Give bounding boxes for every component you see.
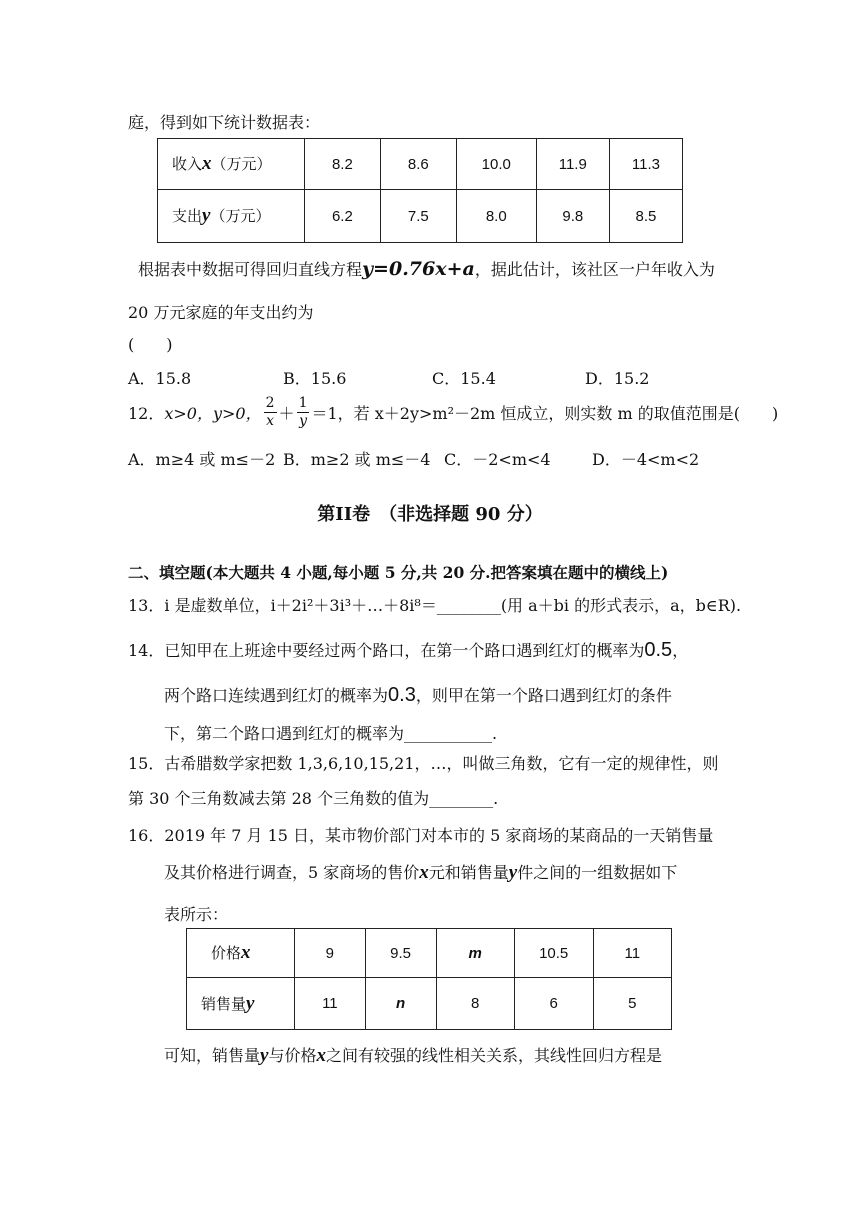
- table-cell: 10.5: [514, 929, 593, 978]
- table-cell: 9.8: [536, 190, 609, 243]
- var-y: y: [246, 992, 255, 1014]
- q16-line1: 16．2019 年 7 月 15 日，某市物价部门对本市的 5 家商场的某商品的一天销售量: [128, 826, 714, 845]
- q12-option-b: B．m≥2 或 m≤－4: [283, 450, 431, 469]
- table-cell: 8.5: [609, 190, 682, 243]
- section-title: 第II卷 （非选择题 90 分）: [317, 504, 543, 525]
- table-cell: m: [436, 929, 514, 978]
- table-cell: 11.3: [609, 139, 682, 190]
- q16-after-table: 可知，销售量y与价格x之间有较强的线性相关关系，其线性回归方程是: [164, 1045, 662, 1066]
- q11-option-d: D．15.2: [585, 369, 650, 388]
- income-row: [158, 139, 683, 190]
- income-label: 收入x（万元）: [158, 139, 305, 190]
- q12-option-c: C．－2<m<4: [444, 450, 551, 469]
- part2-title: 二、填空题(本大题共 4 小题,每小题 5 分,共 20 分.把答案填在题中的横线上): [128, 563, 669, 582]
- table-cell: 11: [593, 929, 671, 978]
- table-cell: 11: [295, 978, 366, 1030]
- var-y: y: [202, 205, 211, 226]
- table-cell: 10.0: [456, 139, 536, 190]
- q12-option-a: A．m≥4 或 m≤－2: [128, 450, 276, 469]
- fraction-2-over-x: $\frac{2}{x}$: [265, 394, 275, 429]
- price-row: [187, 929, 672, 978]
- var-x: x: [241, 942, 251, 963]
- var-x: x: [419, 862, 429, 883]
- table-cell: 8: [436, 978, 514, 1030]
- q14-line2: 两个路口连续遇到红灯的概率为0.3，则甲在第一个路口遇到红灯的条件: [164, 684, 672, 706]
- q11-option-c: C．15.4: [432, 369, 496, 388]
- q15-line2: 第 30 个三角数减去第 28 个三角数的值为________.: [128, 789, 499, 808]
- table-cell: 6.2: [304, 190, 380, 243]
- var-y: y: [508, 862, 518, 883]
- table-cell: 7.5: [380, 190, 456, 243]
- q13: 13．i 是虚数单位，i＋2i²＋3i³＋…＋8i⁸＝________(用 a＋bi 的形式表示，a，b∈R).: [128, 596, 742, 615]
- q16-line3: 表所示：: [164, 905, 229, 924]
- q11-line2: 20 万元家庭的年支出约为: [128, 303, 314, 322]
- q11-paren: ( ): [128, 335, 173, 354]
- sales-label: 销售量y: [187, 978, 295, 1030]
- q14-line3: 下，第二个路口遇到红灯的概率为___________.: [164, 724, 498, 743]
- q12-option-d: D．－4<m<2: [592, 450, 700, 469]
- price-sales-table: [186, 928, 672, 1030]
- q14-line1: 14．已知甲在上班途中要经过两个路口，在第一个路口遇到红灯的概率为0.5，: [128, 639, 689, 661]
- q12-stem: 12． x>0，y>0， $\frac{2}{x}$ ＋ $\frac{1}{y}$ ＝1，若 x＋2y>m²－2m 恒成立，则实数 m 的取值范围是( ): [128, 394, 779, 429]
- regression-equation: y=0.76x+a: [362, 258, 475, 280]
- probability-value: 0.5: [644, 639, 673, 661]
- var-y: y: [260, 1045, 269, 1066]
- var-x: x: [202, 153, 212, 174]
- q16-line2: 及其价格进行调查，5 家商场的售价x元和销售量y件之间的一组数据如下: [164, 862, 678, 883]
- income-expense-table: [157, 138, 683, 243]
- table-cell: 8.0: [456, 190, 536, 243]
- fraction-1-over-y: $\frac{1}{y}$: [298, 394, 308, 429]
- table-cell: 9: [295, 929, 366, 978]
- table-cell: 11.9: [536, 139, 609, 190]
- table-cell: 6: [514, 978, 593, 1030]
- q11-option-a: A．15.8: [128, 369, 192, 388]
- table-cell: 5: [593, 978, 671, 1030]
- table-cell: n: [365, 978, 436, 1030]
- table-cell: 8.2: [304, 139, 380, 190]
- sales-row: [187, 978, 672, 1030]
- expense-label: 支出y（万元）: [158, 190, 305, 243]
- q11-line1: 根据表中数据可得回归直线方程y=0.76x+a，据此估计，该社区一户年收入为: [138, 258, 715, 280]
- intro-line: 庭，得到如下统计数据表：: [128, 113, 321, 132]
- price-label: 价格x: [187, 929, 295, 978]
- var-x: x: [316, 1045, 326, 1066]
- table-cell: 9.5: [365, 929, 436, 978]
- q15-line1: 15．古希腊数学家把数 1,3,6,10,15,21，…，叫做三角数，它有一定的规律性，则: [128, 754, 719, 773]
- probability-value: 0.3: [388, 684, 416, 706]
- expense-row: [158, 190, 683, 243]
- q11-option-b: B．15.6: [283, 369, 347, 388]
- table-cell: 8.6: [380, 139, 456, 190]
